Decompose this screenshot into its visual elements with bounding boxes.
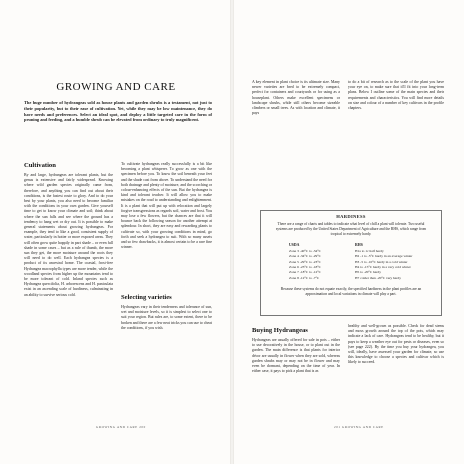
rhs-rating: H1a to 1c half hardy — [355, 249, 384, 253]
selecting-varieties-text: Hydrangeas vary in their tenderness and tolerance of sun, wet and moisture levels, so it is simplest to select one to suit your region. But rules are, to some extent, there to be broken and there are a few neat tricks you can use to cheat the conditions, if you wish. — [121, 305, 212, 330]
hardiness-intro: There are a range of charts and tables to indicate what level of chill a plant will tolerate. Two useful systems are produced by the United States Department of Agriculture and the RHS, which range from tropical to extremely hardy. — [275, 222, 427, 236]
rhs-rating: H2 -1 to -5°C hardy in an average winter — [355, 254, 413, 259]
right-page-footer: 201 GROWING AND CARE — [334, 425, 384, 429]
usda-zone: Zone 7 -18°C to -12°C — [289, 270, 321, 275]
rhs-rating: H4 to -15°C hardy in a very cold winter — [355, 264, 411, 269]
hardiness-title: HARDINESS — [336, 214, 366, 219]
book-gutter — [230, 0, 234, 464]
hardiness-outro: Because these systems do not equate exactly, the specified hardiness in the plant profiles are an approximation and local variations in climate will play a part. — [280, 287, 422, 296]
cultivation-text: By and large, hydrangeas are tolerant plants, but the genus is extensive and fairly widespread. Knowing where wild garden species originally came from, therefore, and anything you can find out about their conditions, is the fastest route to glory. And to do your best by your plants, you also need to become familiar with the conditions in your own garden. Give yourself time to get to know your climate and soil; think about where the sun falls and see where the ground has a tendency to hang wet or dry out. It is possible to make general statements about growing hydrangeas. For example, they tend to like a good, consistent supply of water, particularly in hotter or more exposed areas. They will often grow quite happily in part shade – or even full shade in some cases – but as a rule of thumb, the more sun they get, the more moisture around the roots they will need to do well. Each hydrangea species is a product of its ancestral home. The coastal, frost-free Hydrangea macrophylla types are more tender, while the woodland species from higher up the mountains tend to be more tolerant of cold. Inland species such as Hydrangea quercifolia, H. arborescens and H. paniculata exist in an ascending scale of hardiness, culminating in an ability to survive serious cold. — [24, 173, 113, 297]
cultivation-heading: Cultivation — [24, 162, 56, 169]
usda-zone: Zone 8 -12°C to -7°C — [289, 275, 320, 280]
rhs-heading: RHS — [355, 243, 363, 247]
usda-zone: Zone 4 -34°C to -29°C — [289, 254, 321, 259]
rhs-rating: H3 -5 to -10°C hardy in a cold winter — [355, 259, 408, 264]
usda-zone: Zone 5 -29°C to -23°C — [289, 259, 321, 264]
usda-heading: USDA — [289, 243, 300, 247]
left-page-footer: GROWING AND CARE 200 — [96, 425, 146, 429]
cultivation-text-continued: To cultivate hydrangeas really successfully is a bit like becoming a plant whisperer. To grow as one with the specimen before you. To know the soil beneath your feet and the shade cast from above. To understand the need for both drainage and plenty of moisture, and the scorching or colour-enhancing effects of the sun. But the hydrangea is kind and tolerant teacher. It will allow you to make mistakes on the road to understanding and enlightenment. It is a plant that will put up with relocation and largely forgive transgressions as regards soil, water and frost. You may lose a few flowers, but the chances are that it will bounce back the following season for another attempt at splendour. In short, they are easy and rewarding plants to cultivate so, with your growing conditions in mind, go forth and seek a hydrangea to suit. With so many assets and so few drawbacks, it is almost certain to be a rare fine winner. — [121, 162, 212, 250]
plant-size-text-continued: to do a bit of research as to the scale of the plant you have your eye on, to make sure that it'll fit into your long-term plans. Below I outline some of the main species and their requirements and characteristics. You will find more details on size and colour of a number of key cultivars in the profile chapters. — [348, 80, 444, 111]
plant-size-text: A key element in plant choice is its ultimate size. Many newer varieties are bred to be extremely compact, perfect for containers and courtyards or for using as a houseplant. Others make excellent specimens or landscape shrubs, while still others become sizeable climbers or small trees. As with location and climate, it pays — [252, 80, 340, 116]
buying-hydrangeas-text-continued: healthy and well-grown as possible. Check for dead stems and moss growth around the top of the pots, which may indicate a lack of care. Hydrangeas tend to be healthy, but it pays to keep a weather eye out for pests or diseases, even so (see page 222). By the time you buy your hydrangea, you will, ideally, have assessed your garden for climate, so use this knowledge to choose a species and cultivar which is likely to succeed. — [348, 324, 444, 365]
rhs-rating: H5 to -20°C hardy — [355, 270, 381, 275]
intro-paragraph: The huge number of hydrangeas sold as house plants and garden shrubs is a testament, not just to their popularity, but to their ease of cultivation. Yet, while they may be low maintenance, they do have needs and preferences. Select an ideal spot, and deploy a little targeted care in the form of pruning and feeding, and a humble shrub can be elevated from ordinary to truly magnificent. — [24, 100, 212, 123]
buying-hydrangeas-text: Hydrangeas are usually offered for sale in pots – either to use decoratively in the house, or to plant out in the garden. The main difference is that plants for interior décor are usually in flower when they are sold, whereas garden shrubs may or may not be in flower and may even be dormant, depending on the time of year. In either case, it pays to pick a plant that is as — [252, 338, 340, 374]
usda-zone: Zone 6 -23°C to -18°C — [289, 264, 321, 269]
hardiness-box — [260, 210, 442, 316]
selecting-varieties-heading: Selecting varieties — [121, 294, 172, 301]
usda-zone: Zone 3 -40°C to -34°C — [289, 249, 321, 253]
buying-hydrangeas-heading: Buying Hydrangeas — [252, 327, 308, 334]
rhs-rating: H7 colder than -20°C very hardy — [355, 275, 402, 280]
chapter-title: GROWING AND CARE — [56, 81, 176, 93]
